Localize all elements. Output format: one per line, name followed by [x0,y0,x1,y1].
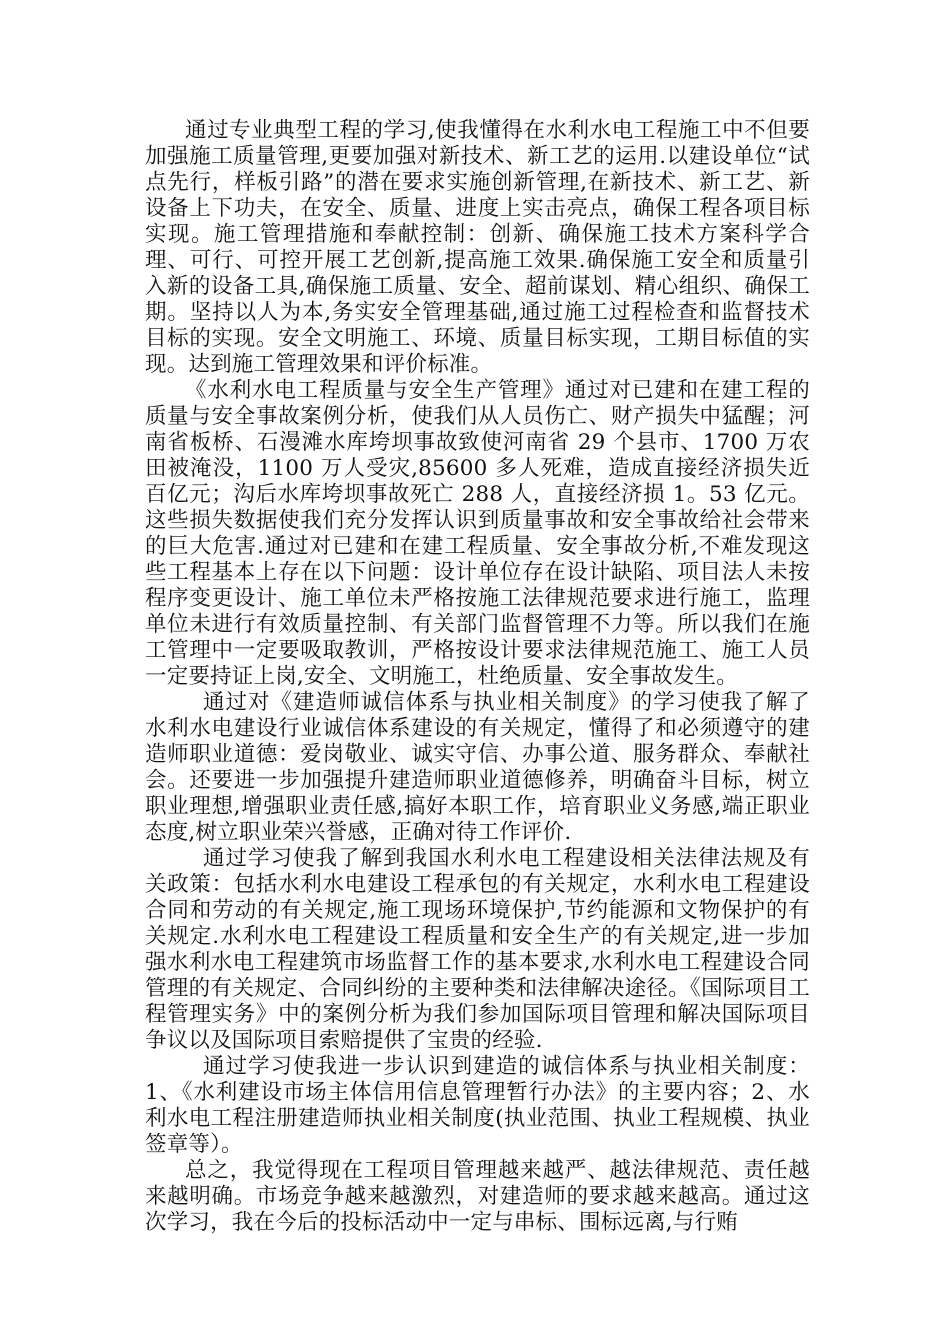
paragraph-laws-regulations: 通过学习使我了解到我国水利水电工程建设相关法律法规及有关政策：包括水利水电建设工程承包的有关规定，水利水电工程建设合同和劳动的有关规定,施工现场环境保护,节约能源和文物保护的有关规定.水利水电工程建设工程质量和安全生产的有关规定,进一步加强水利水电工程建筑市场监督工作的基本要求,水利水电工程建设合同管理的有关规定、合同纠纷的主要种类和法律解决途径。《国际项目工程管理实务》中的案例分析为我们参加国际项目管理和解决国际项目争议以及国际项目索赔提供了宝贵的经验. [145,846,810,1053]
document-body [145,118,810,1236]
paragraph-professional-engineering: 通过专业典型工程的学习,使我懂得在水利水电工程施工中不但要加强施工质量管理,更要加强对新技术、新工艺的运用.以建设单位“试点先行，样板引路”的潜在要求实施创新管理,在新技术、新工艺、新设备上下功夫，在安全、质量、进度上实击亮点，确保工程各项目标实现。施工管理措施和奉献控制：创新、确保施工技术方案科学合理、可行、可控开展工艺创新,提高施工效果.确保施工安全和质量引入新的设备工具,确保施工质量、安全、超前谋划、精心组织、确保工期。坚持以人为本,务实安全管理基础,通过施工过程检查和监督技术目标的实现。安全文明施工、环境、质量目标实现，工期目标值的实现。达到施工管理效果和评价标准。 [145,118,810,377]
paragraph-credit-system: 通过学习使我进一步认识到建造的诚信体系与执业相关制度：1、《水利建设市场主体信用信息管理暂行办法》的主要内容；2、水利水电工程注册建造师执业相关制度(执业范围、执业工程规模、执业签章等）。 [145,1054,810,1157]
paragraph-conclusion: 总之，我觉得现在工程项目管理越来越严、越法律规范、责任越来越明确。市场竞争越来越激烈，对建造师的要求越来越高。通过这次学习，我在今后的投标活动中一定与串标、围标远离,与行贿 [145,1158,810,1235]
paragraph-quality-safety-management: 《水利水电工程质量与安全生产管理》通过对已建和在建工程的质量与安全事故案例分析，使我们从人员伤亡、财产损失中猛醒；河南省板桥、石漫滩水库垮坝事故致使河南省 29 个县市、1700 万农田被淹没，1100 万人受灾,85600 多人死难，造成直接经济损失近百亿元；沟后水库垮坝事故死亡 288 人，直接经济损 1。53 亿元。这些损失数据使我们充分发挥认识到质量事故和安全事故给社会带来的巨大危害.通过对已建和在建工程质量、安全事故分析,不难发现这些工程基本上存在以下问题：设计单位存在设计缺陷、项目法人未按程序变更设计、施工单位未严格按施工法律规范要求进行施工，监理单位未进行有效质量控制、有关部门监督管理不力等。所以我们在施工管理中一定要吸取教训，严格按设计要求法律规范施工、施工人员一定要持证上岗,安全、文明施工，杜绝质量、安全事故发生。 [145,378,810,689]
paragraph-constructor-integrity: 通过对《建造师诚信体系与执业相关制度》的学习使我了解了水利水电建设行业诚信体系建设的有关规定，懂得了和必须遵守的建造师职业道德：爱岗敬业、诚实守信、办事公道、服务群众、奉献社会。还要进一步加强提升建造师职业道德修养，明确奋斗目标，树立职业理想,增强职业责任感,搞好本职工作，培育职业义务感,端正职业态度,树立职业荣兴誉感，正确对待工作评价. [145,690,810,845]
